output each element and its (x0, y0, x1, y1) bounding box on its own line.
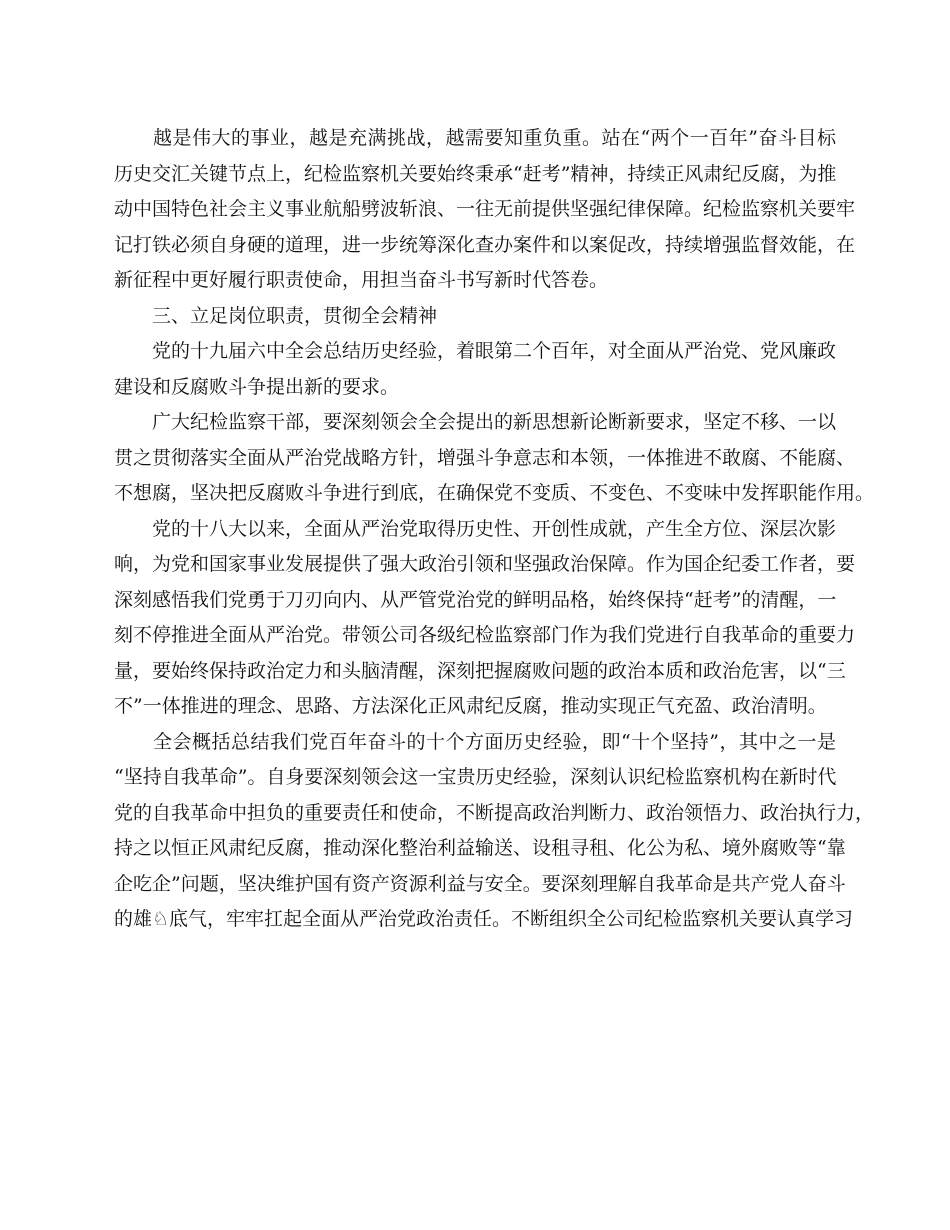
text-line: 全会概括总结我们党百年奋斗的十个方面历史经验，即“十个坚持”，其中之一是 (114, 730, 836, 753)
document-body (114, 121, 875, 938)
text-line: 新征程中更好履行职责使命，用担当奋斗书写新时代答卷。 (114, 269, 609, 291)
text-line: 建设和反腐败斗争提出新的要求。 (114, 375, 400, 398)
paragraph-1 (114, 121, 856, 299)
text-line: 党的自我革命中担负的重要责任和使命，不断提高政治判断力、政治领悟力、政治执行力， (114, 801, 875, 824)
heading-text: 三、立足岗位职责，贯彻全会精神 (114, 304, 438, 327)
text-line: 党的十九届六中全会总结历史经验，着眼第二个百年，对全面从严治党、党风廉政 (114, 340, 837, 362)
text-line: 持之以恒正风肃纪反腐，推动深化整治利益输送、设租寻租、化公为私、境外腐败等“靠 (114, 837, 846, 859)
text-line: 历史交汇关键节点上，纪检监察机关要始终秉承“赶考”精神，持续正风肃纪反腐，为推 (114, 162, 837, 185)
paragraph-2 (114, 334, 836, 405)
text-line: 响，为党和国家事业发展提供了强大政治引领和坚强政治保障。作为国企纪委工作者，要 (114, 553, 856, 575)
text-line: 刻不停推进全面从严治党。带领公司各级纪检监察部门作为我们党进行自我革命的重要力 (114, 624, 856, 646)
text-line: 贯之贯彻落实全面从严治党战略方针，增强斗争意志和本领，一体推进不敢腐、不能腐、 (114, 446, 856, 469)
text-line: 深刻感悟我们党勇于刀刃向内、从严管党治党的鲜明品格，始终保持“赶考”的清醒，一 (114, 588, 837, 611)
text-line: “坚持自我革命”。自身要深刻领会这一宝贵历史经验，深刻认识纪检监察机构在新时代 (114, 766, 837, 788)
text-line: 不想腐，坚决把反腐败斗争进行到底，在确保党不变质、不变色、不变味中发挥职能作用。 (114, 482, 875, 504)
text-line: 越是伟大的事业，越是充满挑战，越需要知重负重。站在“两个一百年”奋斗目标 (114, 127, 836, 149)
section-heading (114, 299, 836, 335)
text-line: 的雄♘底气，牢牢扛起全面从严治党政治责任。不断组织全公司纪检监察机关要认真学习 (114, 908, 854, 930)
paragraph-5 (114, 725, 875, 938)
text-line: 广大纪检监察干部，要深刻领会全会提出的新思想新论断新要求，坚定不移、一以 (114, 411, 837, 433)
text-line: 量，要始终保持政治定力和头脑清醒，深刻把握腐败问题的政治本质和政治危害，以“三 (114, 659, 846, 682)
text-line: 党的十八大以来，全面从严治党取得历史性、开创性成就，产生全方位、深层次影 (114, 517, 837, 540)
text-line: 动中国特色社会主义事业航船劈波斩浪、一往无前提供坚强纪律保障。纪检监察机关要牢 (114, 198, 856, 220)
text-line: 企吃企”问题，坚决维护国有资产资源利益与安全。要深刻理解自我革命是共产党人奋斗 (114, 872, 846, 895)
paragraph-3 (114, 405, 875, 512)
text-line: 记打铁必须自身硬的道理，进一步统筹深化查办案件和以案促改，持续增强监督效能，在 (114, 233, 856, 256)
text-line: 不”一体推进的理念、思路、方法深化正风肃纪反腐，推动实现正气充盈、政治清明。 (114, 695, 827, 717)
paragraph-4 (114, 512, 856, 725)
